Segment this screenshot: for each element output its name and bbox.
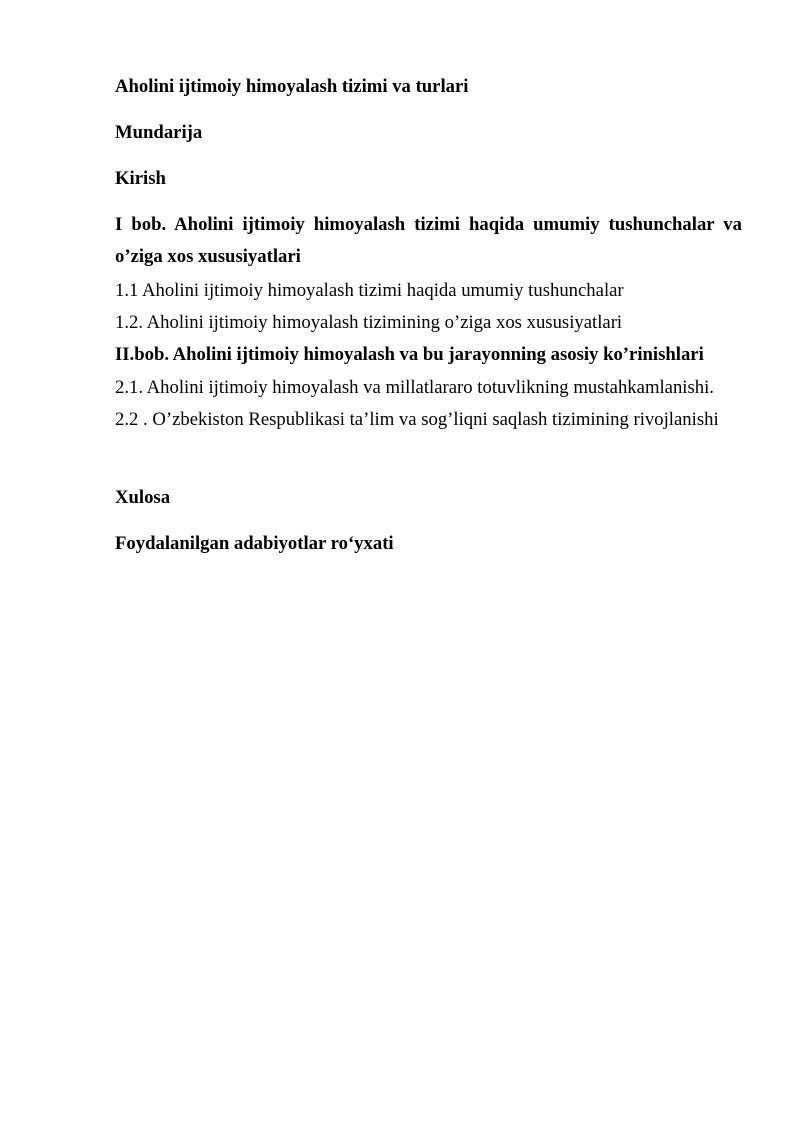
toc-section-1-2: 1.2. Aholini ijtimoiy himoyalash tizimining o’ziga xos xususiyatlari bbox=[115, 312, 623, 333]
toc-chapter-1-line-1: I bob. Aholini ijtimoiy himoyalash tizimi haqida umumiy tushunchalar va bbox=[115, 214, 742, 235]
contents-heading: Mundarija bbox=[115, 122, 203, 143]
document-page bbox=[115, 0, 742, 1131]
toc-section-2-1: 2.1. Aholini ijtimoiy himoyalash va millatlararo totuvlikning mustahkamlanishi. bbox=[115, 377, 714, 398]
toc-conclusion: Xulosa bbox=[115, 487, 171, 508]
document-title: Aholini ijtimoiy himoyalash tizimi va turlari bbox=[115, 76, 469, 97]
toc-references: Foydalanilgan adabiyotlar ro‘yxati bbox=[115, 533, 394, 554]
toc-chapter-2: II.bob. Aholini ijtimoiy himoyalash va bu jarayonning asosiy ko’rinishlari bbox=[115, 344, 704, 365]
toc-intro: Kirish bbox=[115, 168, 166, 189]
toc-section-1-1: 1.1 Aholini ijtimoiy himoyalash tizimi haqida umumiy tushunchalar bbox=[115, 280, 624, 301]
toc-chapter-1-line-2: o’ziga xos xususiyatlari bbox=[115, 246, 301, 267]
toc-section-2-2: 2.2 . O’zbekiston Respublikasi ta’lim va sog’liqni saqlash tizimining rivojlanishi bbox=[115, 409, 719, 430]
